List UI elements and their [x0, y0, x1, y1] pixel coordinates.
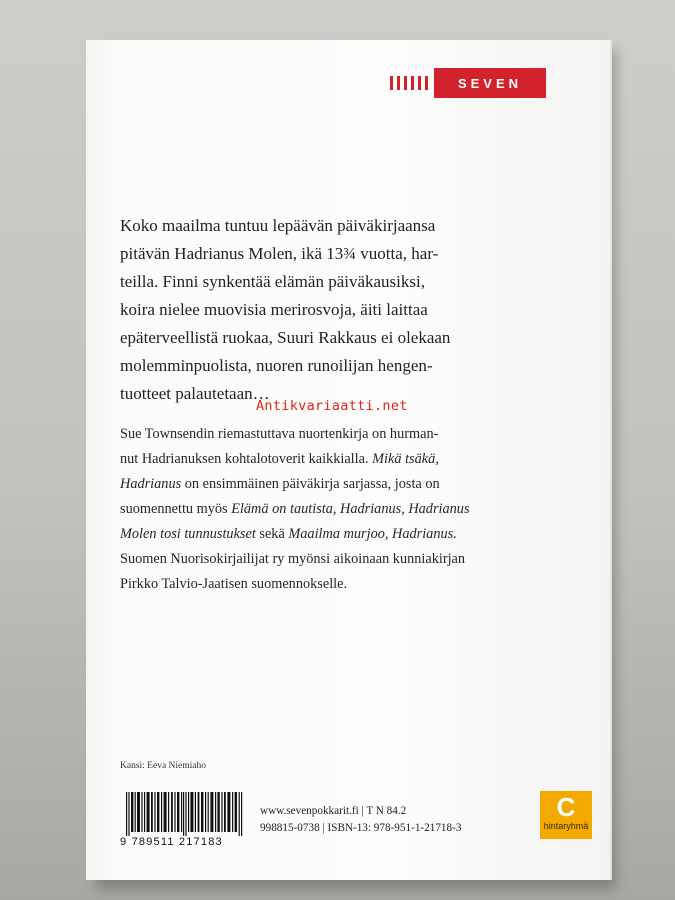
cover-credit: Kansi: Eeva Niemiaho — [120, 761, 207, 771]
title-italic: Maailma murjoo, Hadrianus. — [288, 526, 457, 542]
isbn-barcode — [120, 792, 248, 848]
title-italic: Molen tosi tunnustukset — [120, 526, 256, 542]
description-line: nut Hadrianuksen kohtalotoverit kaikkialla. — [120, 451, 369, 467]
barcode-digits: 9 789511 217183 — [120, 836, 223, 848]
publisher-logo — [390, 68, 546, 98]
title-italic: Elämä on tautista, Hadrianus, Hadrianus — [231, 501, 470, 517]
description-line: on ensimmäinen päiväkirja sarjassa, josta on — [181, 476, 440, 492]
price-group-label: hintaryhmä — [543, 821, 589, 831]
book-back-cover — [86, 40, 612, 880]
description-line: sekä — [255, 526, 289, 542]
blurb-line: epäterveellistä ruokaa, Suuri Rakkaus ei olekaan — [120, 328, 451, 347]
price-group-letter: C — [556, 792, 576, 822]
blurb-line: pitävän Hadrianus Molen, ikä 13¾ vuotta, har- — [120, 244, 439, 263]
barcode-icon — [120, 792, 248, 836]
blurb-line: koira nielee muovisia merirosvoja, äiti laittaa — [120, 300, 428, 319]
title-italic: Mikä tsäkä, — [372, 451, 439, 467]
description-line: suomennettu myös — [120, 501, 232, 517]
description-line: Pirkko Talvio-Jaatisen suomennokselle. — [120, 576, 348, 592]
blurb-line: Koko maailma tuntuu lepäävän päiväkirjaansa — [120, 216, 436, 235]
description-line: Suomen Nuorisokirjailijat ry myönsi aikoinaan kunniakirjan — [120, 551, 466, 567]
website-line: www.sevenpokkarit.fi | T N 84.2 — [260, 805, 407, 817]
price-group-badge — [540, 791, 592, 839]
description-text — [120, 422, 562, 597]
title-italic: Hadrianus — [120, 476, 182, 492]
blurb-line: molemminpuolista, nuoren runoilijan hengen- — [120, 356, 433, 375]
blurb-line: teilla. Finni synkentää elämän päiväkausiksi, — [120, 272, 425, 291]
watermark-text: Antikvariaatti.net — [256, 398, 408, 414]
publisher-brand: SEVEN — [434, 68, 546, 98]
blurb-line: tuotteet palautetaan… — [120, 384, 270, 403]
isbn-line: 998815-0738 | ISBN-13: 978-951-1-21718-3 — [260, 822, 462, 834]
publisher-info — [260, 803, 461, 837]
blurb-text — [120, 212, 560, 408]
logo-stripes — [390, 68, 428, 98]
description-line: Sue Townsendin riemastuttava nuortenkirja on hurman- — [120, 426, 439, 442]
